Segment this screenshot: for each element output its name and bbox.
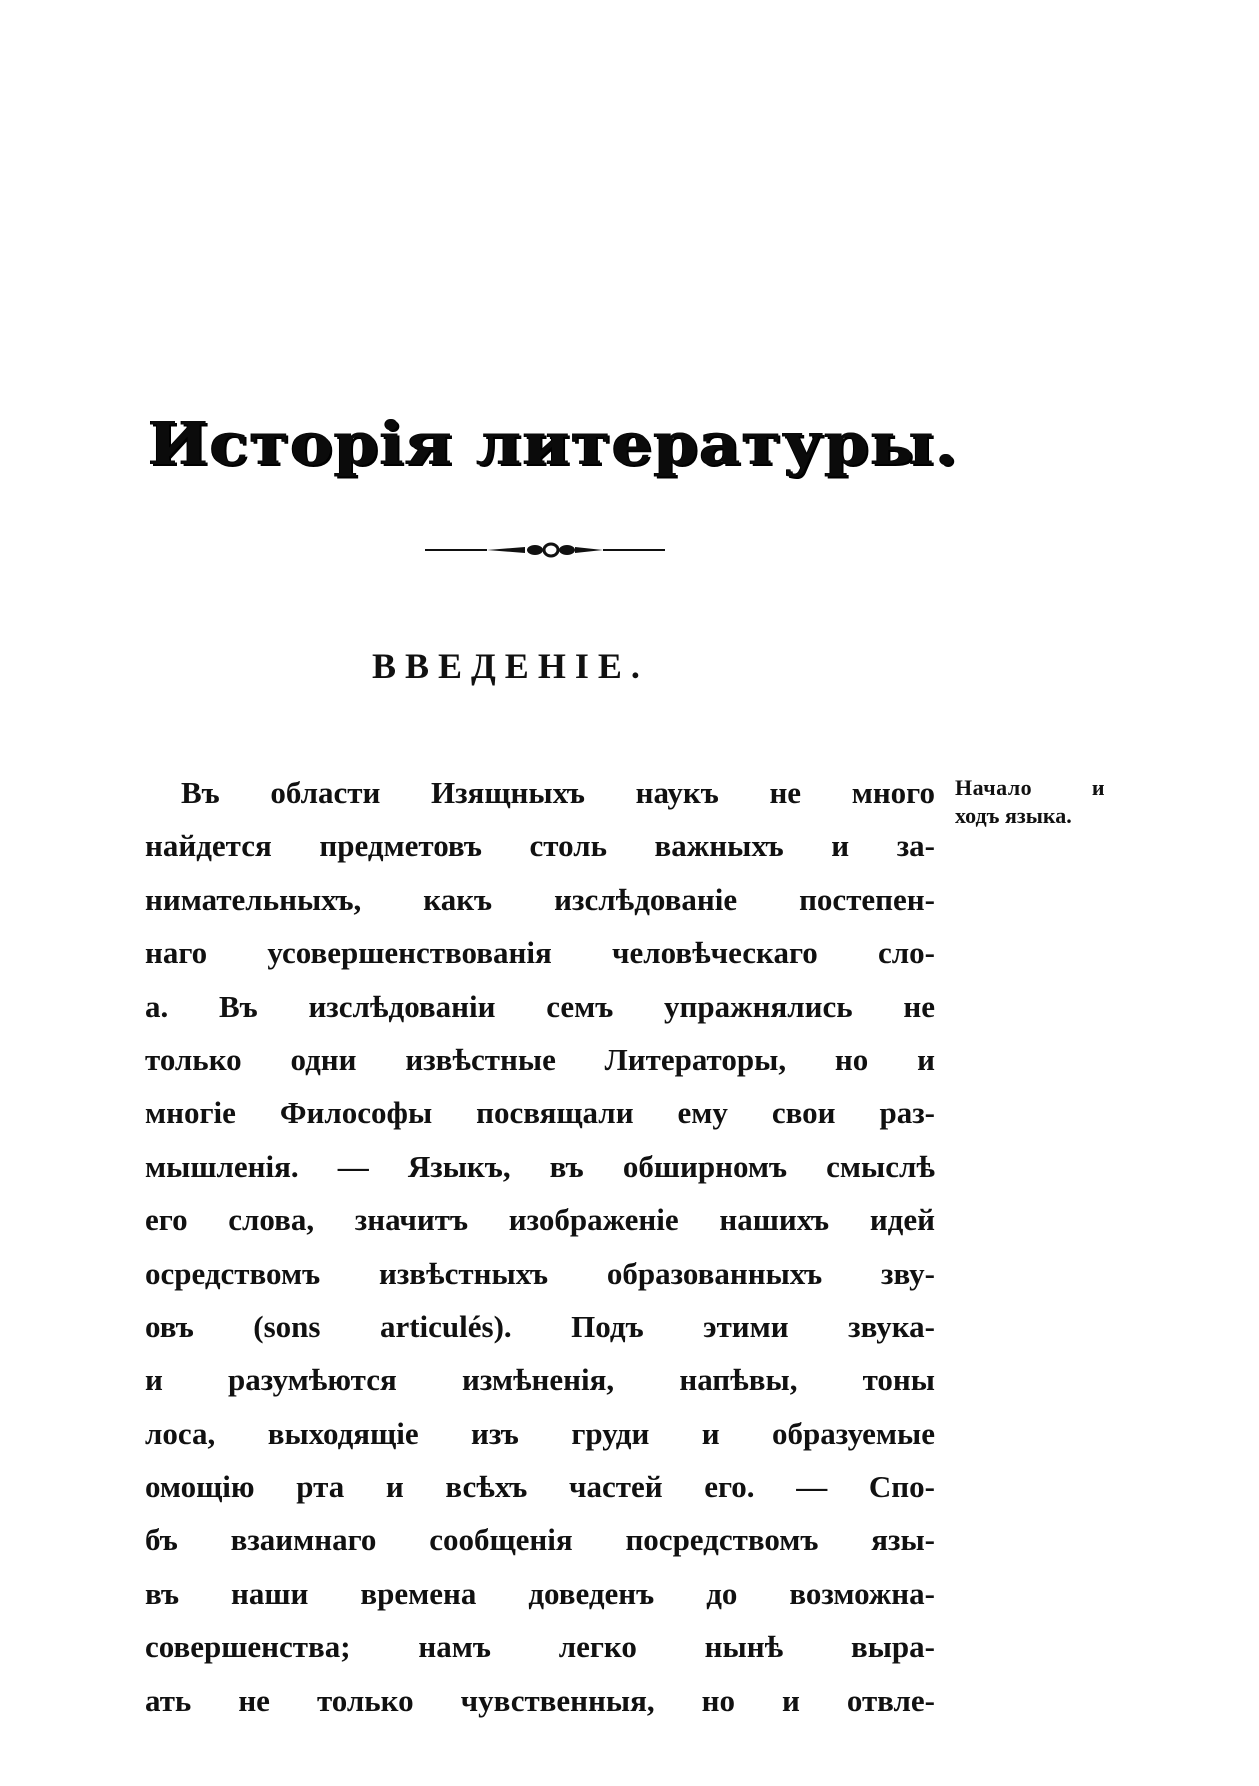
text-line: нимательныхъ, какъ изслѣдованіе постепен- (145, 881, 935, 917)
text-line: Въ области Изящныхъ наукъ не много (181, 775, 935, 810)
text-line: многіе Философы посвящали ему свои раз- (145, 1095, 935, 1131)
text-line: въ наши времена доведенъ до возможна- (145, 1575, 935, 1611)
text-line: и разумѣются измѣненія, напѣвы, тоны (145, 1362, 935, 1398)
decorative-divider (425, 540, 665, 560)
text-line: овъ (sons articulés). Подъ этими звука- (145, 1308, 935, 1344)
text-line: осредствомъ извѣстныхъ образованныхъ зву- (145, 1255, 935, 1291)
text-line: его слова, значитъ изображеніе нашихъ идей (145, 1202, 935, 1238)
text-line: наго усовершенствованія человѣческаго сло- (145, 935, 935, 971)
page-title: Исторія литературы. (148, 409, 959, 479)
text-line: лоса, выходящіе изъ груди и образуемые (145, 1415, 935, 1451)
text-line: ать не только чувственныя, но и отвле- (145, 1682, 935, 1718)
body-paragraph (145, 766, 935, 1727)
text-line: только одни извѣстные Литераторы, но и (145, 1041, 935, 1077)
marginal-note-line: Начало и (955, 775, 1105, 800)
text-line: омощію рта и всѣхъ частей его. — Спо- (145, 1469, 935, 1505)
section-heading: ВВЕДЕНІЕ. (372, 646, 649, 686)
text-line: а. Въ изслѣдованіи семъ упражнялись не (145, 988, 935, 1024)
text-line: бъ взаимнаго сообщенія посредствомъ язы- (145, 1522, 935, 1558)
marginal-note-line: ходъ языка. (955, 803, 1072, 828)
text-line: мышленія. — Языкъ, въ обширномъ смыслѣ (145, 1148, 935, 1184)
marginal-note (955, 774, 1105, 830)
text-line: совершенства; намъ легко нынѣ выра- (145, 1629, 935, 1665)
text-line: найдется предметовъ столь важныхъ и за- (145, 828, 935, 864)
